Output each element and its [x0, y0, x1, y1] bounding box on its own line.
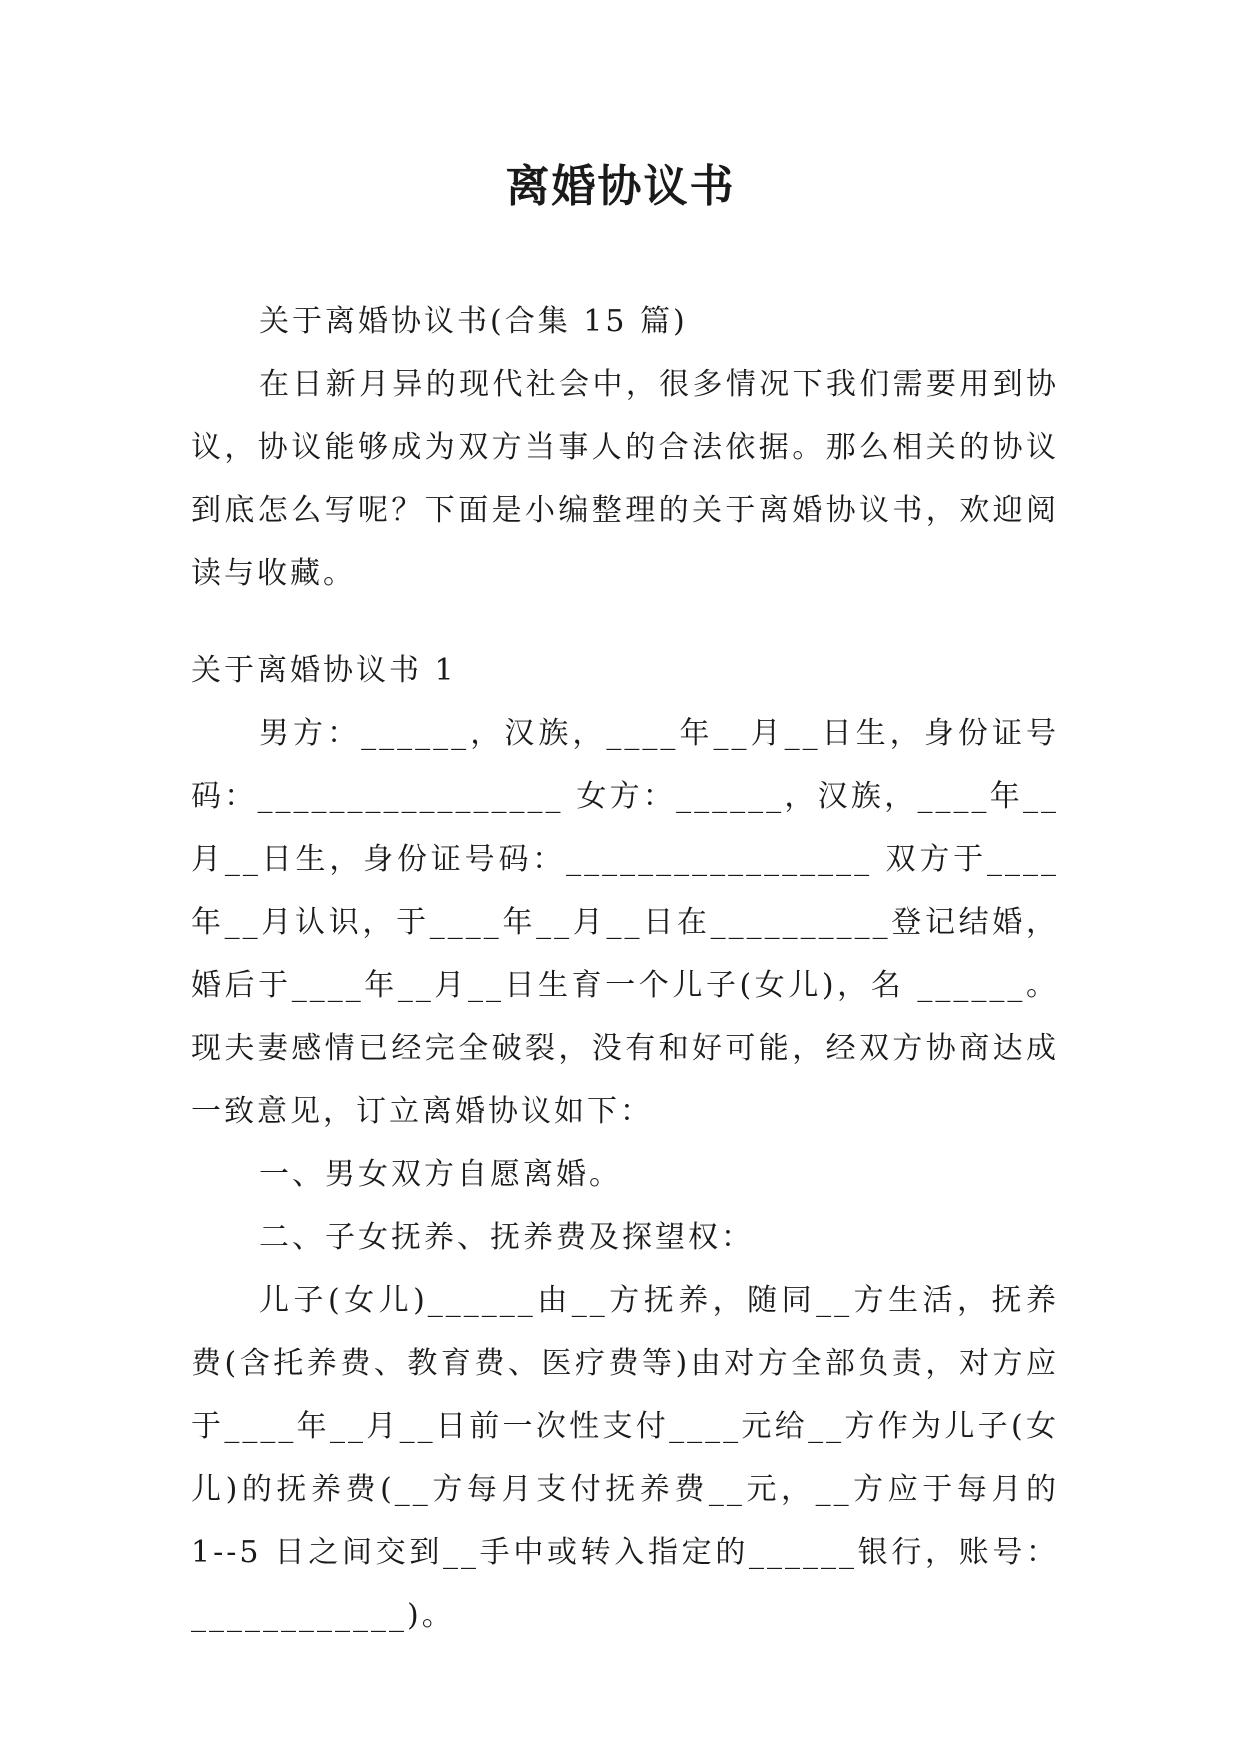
parties-paragraph: 男方：______，汉族，____年__月__日生，身份证号码：_________________ 女方：______，汉族，____年__月__日生，身份证号码：_________________ 双方于____年__月认识，于____年__月__日在__________登记结婚，婚后于____年__月__日生育一个儿子(女儿)，名 ______。现夫妻感情已经完全破裂，没有和好可能，经双方协商达成一致意见，订立离婚协议如下： [191, 716, 1059, 1129]
document-title: 离婚协议书 [505, 161, 736, 212]
custody-paragraph: 儿子(女儿)______由__方抚养，随同__方生活，抚养费(含托养费、教育费、医疗费等)由对方全部负责，对方应于____年__月__日前一次性支付____元给__方作为儿子(女儿)的抚养费(__方每月支付抚养费__元，__方应于每月的 1--5 日之间交到__手中或转入指定的______银行，账号：____________)。 [191, 1283, 1059, 1633]
clause-1: 一、男女双方自愿离婚。 [259, 1157, 622, 1192]
document-body [191, 290, 1059, 1647]
intro-paragraph: 在日新月异的现代社会中，很多情况下我们需要用到协议，协议能够成为双方当事人的合法依据。那么相关的协议到底怎么写呢？下面是小编整理的关于离婚协议书，欢迎阅读与收藏。 [191, 367, 1059, 591]
clause-2: 二、子女抚养、抚养费及探望权： [259, 1220, 754, 1255]
section-heading: 关于离婚协议书 1 [191, 653, 457, 688]
document-subtitle: 关于离婚协议书(合集 15 篇) [259, 304, 688, 339]
